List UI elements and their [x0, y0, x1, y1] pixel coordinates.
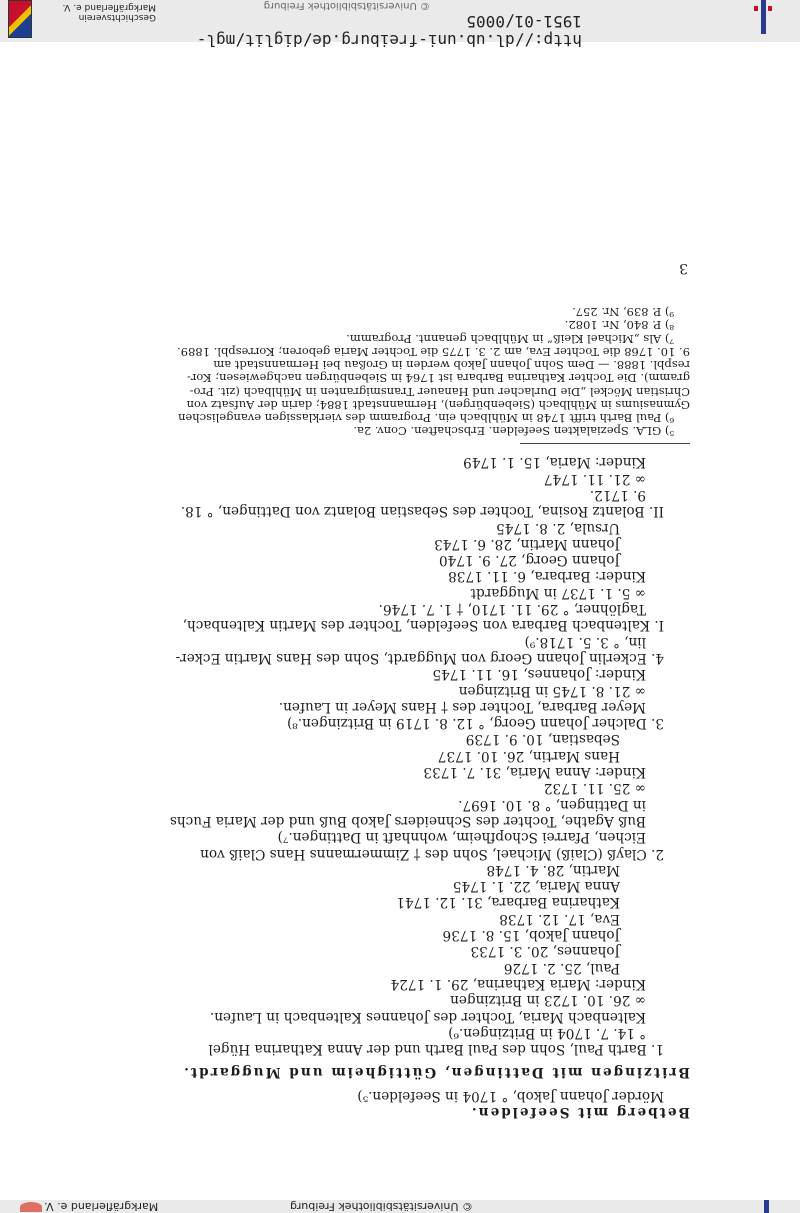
text-line: Eichen, Pfarrei Schopfheim, wohnhaft in Dattingen.⁷) — [277, 829, 646, 846]
text-line: Kinder: Johannes, 16. 11. 1745 — [432, 666, 646, 683]
footnote: 9. 10. 1768 die Tochter Eva, am 2. 3. 1775 die Tochter Maria geboren; Korrespbl. 1889. — [177, 344, 690, 359]
viewer-footer — [0, 1200, 800, 1213]
society-crest-icon — [8, 0, 32, 38]
text-line: ∞ 21. 11. 1747 — [543, 470, 646, 487]
spacer — [110, 1080, 690, 1087]
text-line: ∞ 25. 11. 1732 — [543, 780, 646, 797]
text-line: Meyer Barbara, Tochter des † Hans Meyer in Laufen. — [278, 698, 646, 715]
text-line: 9. 1712. — [589, 487, 646, 504]
text-line: Johannes, 20. 3. 1733 — [470, 943, 620, 960]
text-line: Johann Georg, 27. 9. 1740 — [438, 552, 620, 569]
footnote: Christian Möckel „Die Durlacher und Hanauer Transmigranten in Mühlbach (zit. Pro- — [189, 384, 690, 399]
footnote: ⁶) Paul Barth trifft 1748 in Mühlbach ein. Programm des vierklassigen evangelischen — [178, 410, 674, 425]
text-line: 2. Clayß (Claiß) Michael, Sohn des † Zimmermanns Hans Claiß von — [200, 845, 664, 862]
section-heading: Betberg mit Seefelden. — [469, 1104, 690, 1120]
footnote: ⁹) P. 839, Nr. 257. — [572, 305, 674, 320]
footnote: Gymnasiums in Mühlbach (Siebenbürgen), Hermannstadt 1884; darin der Aufsatz von — [186, 397, 690, 412]
footer-copyright: © Universitätsbibliothek Freiburg — [290, 1200, 473, 1213]
text-line: Martin, 28. 4. 1748 — [486, 861, 620, 878]
text-line: Kinder: Maria, 15. 1. 1749 — [463, 454, 646, 471]
text-line: Anna Maria, 22. 1. 1745 — [452, 878, 620, 895]
footnote: respbl. 1888. — Dem Sohn Johann Jakob werden in Großau bei Hermannstadt am — [213, 358, 690, 373]
text-line: Sebastian, 10. 9. 1739 — [465, 731, 620, 748]
spacer — [110, 1057, 690, 1064]
scanned-page — [0, 42, 800, 1200]
society-logo-icon — [20, 1202, 42, 1212]
text-line: Mörder Johann Jakob, ° 1704 in Seefelden.⁵) — [357, 1087, 664, 1104]
footer-society: Markgräflerland e. V. — [44, 1200, 159, 1213]
footnote: ⁵) GLA. Spezialakten Seefelden. Erbschaften. Conv. 2a. — [353, 424, 674, 439]
text-line: lin, ° 3. 5. 1718.⁹) — [524, 633, 646, 650]
text-line: ∞ 21. 8. 1745 in Britzingen — [458, 682, 646, 699]
text-line: 4. Eckerlin Johann Georg von Muggardt, Sohn des Hans Martin Ecker- — [175, 649, 664, 666]
text-line: Kinder: Barbara, 6. 11. 1738 — [448, 568, 646, 585]
text-line: II. Bolantz Rosina, Tochter des Sebastian Bolantz von Dattingen, ° 18. — [180, 503, 664, 520]
document-url[interactable]: http://dl.ub.uni-freiburg.de/diglit/mgl-1951-01/0005 — [196, 12, 582, 50]
text-line: Ursula, 2. 8. 1745 — [496, 519, 620, 536]
text-line: ° 14. 7. 1704 in Britzingen.⁶) — [448, 1024, 646, 1041]
text-line: Kaltenbach Maria, Tochter des Johannes Kaltenbach in Laufen. — [209, 1008, 646, 1025]
university-logo-icon — [754, 0, 774, 36]
text-line: ∞ 5. 1. 1737 in Muggardt — [470, 584, 646, 601]
text-line: 3. Dalcher Johann Georg, ° 12. 8. 1719 in Britzingen.⁸) — [287, 715, 664, 732]
page-body — [110, 305, 690, 1120]
text-line: Katharina Barbara, 31. 12. 1741 — [396, 894, 620, 911]
text-line: Johann Jakob, 15. 8. 1736 — [442, 927, 620, 944]
viewer-header — [0, 0, 800, 50]
text-line: Kinder: Maria Katharina, 29. 1. 1724 — [390, 975, 646, 992]
footnote: gramm). Die Tochter Katharina Barbara ist 1764 in Siebenbürgen nachgewiesen; Kor- — [186, 371, 690, 386]
text-line: 1. Barth Paul, Sohn des Paul Barth und der Anna Katharina Hügel — [208, 1041, 664, 1058]
text-line: Hans Martin, 26. 10. 1737 — [437, 747, 620, 764]
page-number: 3 — [679, 260, 688, 276]
footnote: ⁸) P. 840, Nr. 1082. — [564, 318, 674, 333]
footer-uni-icon — [764, 1200, 769, 1213]
text-line: Buß Agathe, Tochter des Schneiders Jakob Buß und der Maria Fuchs — [169, 812, 646, 829]
footnote: ⁷) Als „Michael Kleiß“ in Mühlbach genannt. Programm. — [346, 331, 674, 346]
copyright-text: © Universitätsbibliothek Freiburg — [263, 0, 430, 11]
text-line: Paul, 25. 2. 1726 — [503, 959, 620, 976]
text-line: ∞ 26. 10. 1723 in Britzingen — [450, 992, 646, 1009]
society-name: Geschichtsverein Markgräflerland e. V. — [62, 2, 156, 22]
text-line: Eva, 17. 12. 1738 — [499, 910, 620, 927]
text-line: Kinder: Anna Maria, 31. 7. 1733 — [423, 764, 646, 781]
text-line: in Dattingen, ° 8. 10. 1697. — [458, 796, 646, 813]
text-line: I. Kaltenbach Barbara von Seefelden, Tochter des Martin Kaltenbach, — [182, 617, 664, 634]
footnote-rule — [520, 443, 690, 444]
section-heading: Britzingen mit Dattingen, Güttigheim und Muggardt. — [182, 1064, 690, 1081]
text-line: Taglöhner, ° 29. 11. 1710, † 1. 7. 1746. — [378, 601, 646, 618]
text-line: Johann Martin, 28. 6. 1743 — [434, 535, 620, 552]
